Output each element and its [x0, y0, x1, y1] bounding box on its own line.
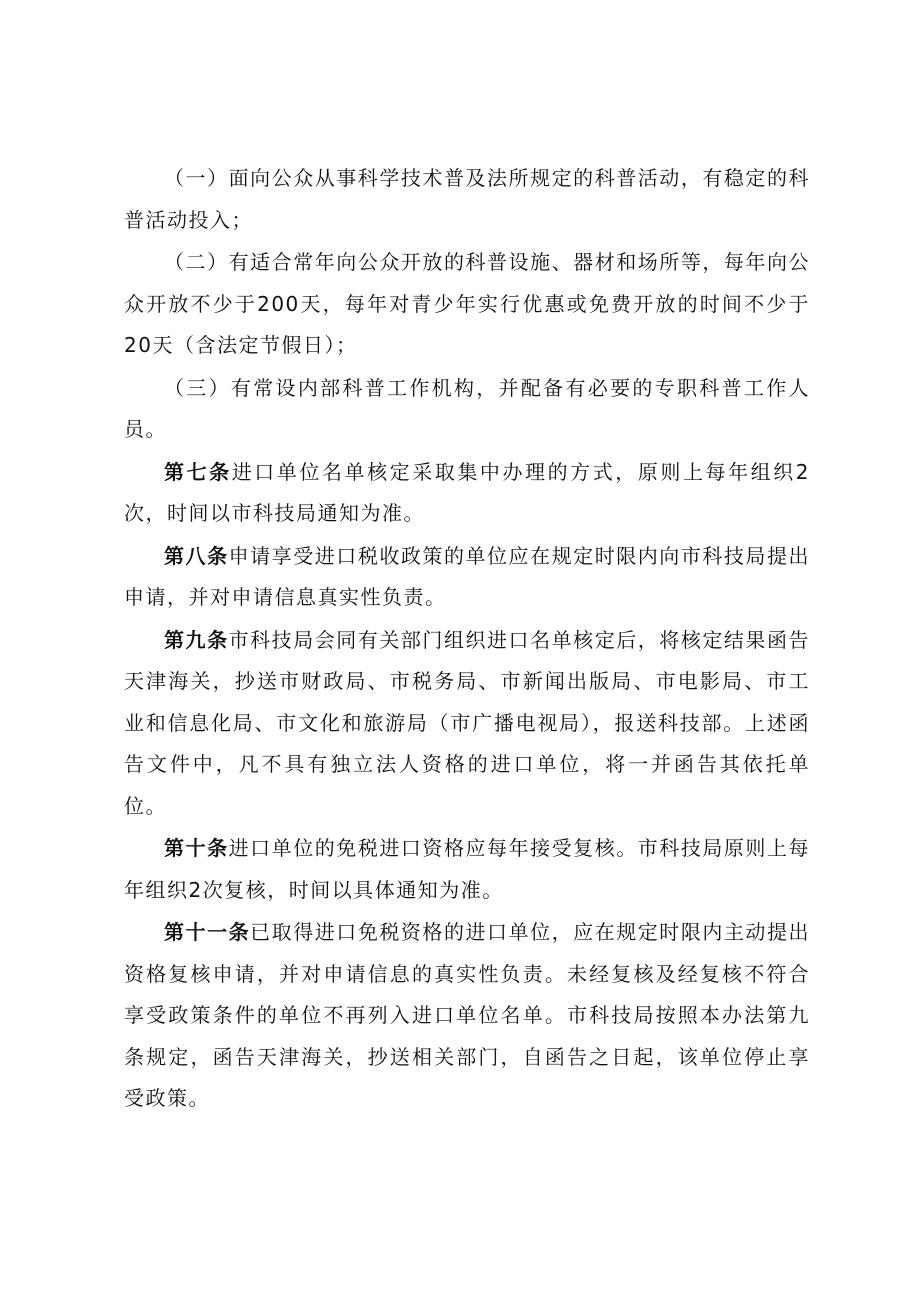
- article-7: [124, 452, 810, 535]
- paragraph-text: （一）面向公众从事科学技术普及法所规定的科普活动，有稳定的科普活动投入；: [124, 166, 810, 232]
- article-text: 已取得进口免税资格的进口单位，应在规定时限内主动提出资格复核申请，并对申请信息的真实性负责。未经复核及经复核不符合享受政策条件的单位不再列入进口单位名单。市科技局按照本办法第九条规定，函告天津海关，抄送相关部门，自函告之日起，该单位停止享受政策。: [124, 920, 811, 1110]
- article-text: 申请享受进口税收政策的单位应在规定时限内向市科技局提出申请，并对申请信息真实性负责。: [124, 543, 811, 609]
- document-body: [124, 158, 810, 1120]
- paragraph-item-2: [124, 242, 810, 367]
- article-heading: 第九条: [164, 627, 229, 652]
- article-text: 市科技局会同有关部门组织进口名单核定后，将核定结果函告天津海关，抄送市财政局、市税务局、市新闻出版局、市电影局、市工业和信息化局、市文化和旅游局（市广播电视局），报送科技部。上述函告文件中，凡不具有独立法人资格的进口单位，将一并函告其依托单位。: [124, 627, 811, 818]
- article-heading: 第八条: [164, 543, 229, 568]
- article-11: [124, 912, 810, 1120]
- article-9: [124, 620, 810, 828]
- article-heading: 第七条: [164, 459, 232, 484]
- article-heading: 第十条: [164, 836, 229, 860]
- article-text: 进口单位的免税进口资格应每年接受复核。市科技局原则上每年组织2次复核，时间以具体通知为准。: [124, 836, 811, 902]
- paragraph-item-1: [124, 158, 810, 241]
- paragraph-text: （三）有常设内部科普工作机构，并配备有必要的专职科普工作人员。: [124, 375, 810, 441]
- paragraph-item-3: [124, 368, 810, 451]
- paragraph-text: （二）有适合常年向公众开放的科普设施、器材和场所等，每年向公众开放不少于200天，每年对青少年实行优惠或免费开放的时间不少于20天（含法定节假日）；: [124, 250, 810, 357]
- article-8: [124, 536, 810, 619]
- article-text: 进口单位名单核定采取集中办理的方式，原则上每年组织2次，时间以市科技局通知为准。: [124, 459, 811, 525]
- article-10: [124, 828, 810, 911]
- article-heading: 第十一条: [164, 920, 251, 944]
